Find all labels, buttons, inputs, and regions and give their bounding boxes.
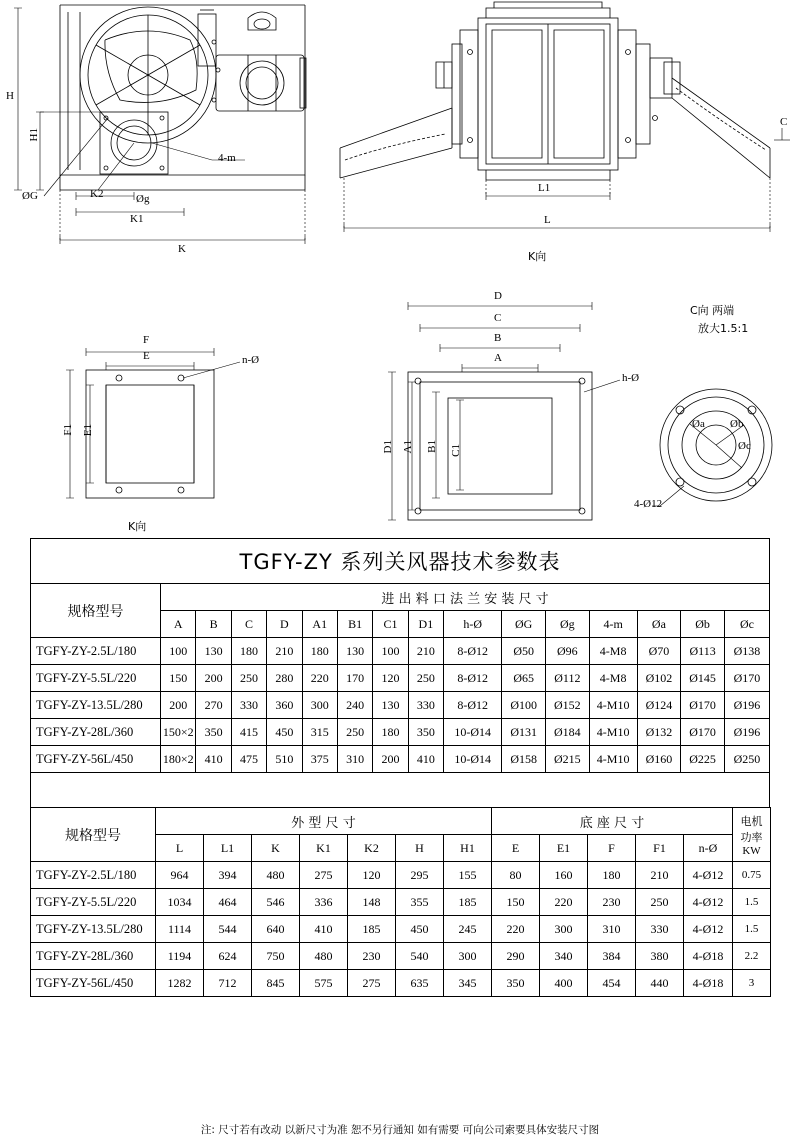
cell: 4-Ø12 bbox=[684, 916, 733, 943]
cell: 350 bbox=[492, 970, 540, 997]
cell: 330 bbox=[231, 692, 266, 719]
cell: 415 bbox=[231, 719, 266, 746]
cell: 250 bbox=[231, 665, 266, 692]
cell: 400 bbox=[540, 970, 588, 997]
cell: 546 bbox=[252, 889, 300, 916]
col-E: E bbox=[492, 835, 540, 862]
cell: 4-M10 bbox=[589, 746, 637, 773]
col-C: C bbox=[231, 611, 266, 638]
dim-label-E: E bbox=[143, 350, 150, 362]
dim-label-K2: K2 bbox=[90, 188, 104, 200]
table-row bbox=[31, 889, 771, 916]
col-OG: ØG bbox=[502, 611, 546, 638]
cell: 150×2 bbox=[161, 719, 196, 746]
dim-label-nO: n-Ø bbox=[242, 354, 260, 366]
cell: 345 bbox=[444, 970, 492, 997]
cell: 220 bbox=[302, 665, 337, 692]
cell: 180 bbox=[373, 719, 408, 746]
cell: 310 bbox=[337, 746, 372, 773]
dim-label-K: K bbox=[178, 243, 186, 255]
row-model: TGFY-ZY-13.5L/280 bbox=[31, 916, 156, 943]
cell: 350 bbox=[196, 719, 231, 746]
dimension-table bbox=[30, 807, 771, 997]
cell: 4-M10 bbox=[589, 692, 637, 719]
cell: 544 bbox=[204, 916, 252, 943]
col-K: K bbox=[252, 835, 300, 862]
dim-label-Oa: Øa bbox=[692, 418, 705, 430]
cell: 250 bbox=[636, 889, 684, 916]
outer-dim-header: 外 型 尺 寸 bbox=[156, 808, 492, 835]
motor-power-line2: 功率 bbox=[740, 831, 763, 844]
cell: Ø138 bbox=[724, 638, 769, 665]
table-title-row bbox=[31, 539, 770, 584]
dim-label-B1: B1 bbox=[426, 440, 438, 453]
cell: 712 bbox=[204, 970, 252, 997]
cell: Ø65 bbox=[502, 665, 546, 692]
cell: 200 bbox=[196, 665, 231, 692]
table-row bbox=[31, 692, 770, 719]
dim-label-H: H bbox=[6, 90, 14, 102]
dim-label-L: L bbox=[544, 214, 551, 226]
cell: 510 bbox=[267, 746, 302, 773]
row-model: TGFY-ZY-28L/360 bbox=[31, 719, 161, 746]
cell: 120 bbox=[348, 862, 396, 889]
col-C1: C1 bbox=[373, 611, 408, 638]
dim-label-F: F bbox=[143, 334, 150, 346]
row-model: TGFY-ZY-2.5L/180 bbox=[31, 862, 156, 889]
dim-label-D1: D1 bbox=[382, 440, 394, 454]
cell: Ø102 bbox=[637, 665, 681, 692]
cell: 210 bbox=[267, 638, 302, 665]
cell-power: 2.2 bbox=[733, 943, 771, 970]
cell: 8-Ø12 bbox=[444, 638, 502, 665]
cell: 464 bbox=[204, 889, 252, 916]
col-Og: Øg bbox=[546, 611, 590, 638]
cell: 300 bbox=[302, 692, 337, 719]
cell: 315 bbox=[302, 719, 337, 746]
cell: 10-Ø14 bbox=[444, 746, 502, 773]
cell: 340 bbox=[540, 943, 588, 970]
table-row bbox=[31, 862, 771, 889]
cell: 4-Ø18 bbox=[684, 970, 733, 997]
cell: 8-Ø12 bbox=[444, 665, 502, 692]
cell: 4-M8 bbox=[589, 665, 637, 692]
cell: Ø160 bbox=[637, 746, 681, 773]
cell: 4-Ø18 bbox=[684, 943, 733, 970]
col-B: B bbox=[196, 611, 231, 638]
cell: 295 bbox=[396, 862, 444, 889]
cell: 475 bbox=[231, 746, 266, 773]
cell: 1034 bbox=[156, 889, 204, 916]
cell: Ø70 bbox=[637, 638, 681, 665]
cell: 964 bbox=[156, 862, 204, 889]
cell: 410 bbox=[408, 746, 443, 773]
spacer-cell bbox=[31, 773, 770, 808]
detail-label-C-direction: C向 两端 bbox=[690, 304, 735, 317]
cell: 130 bbox=[196, 638, 231, 665]
cell: Ø100 bbox=[502, 692, 546, 719]
col-K2: K2 bbox=[348, 835, 396, 862]
cell: 180 bbox=[588, 862, 636, 889]
col-Oc: Øc bbox=[724, 611, 769, 638]
col-K1: K1 bbox=[300, 835, 348, 862]
row-model: TGFY-ZY-56L/450 bbox=[31, 746, 161, 773]
view-label-K-top: K向 bbox=[528, 250, 547, 263]
col-D1: D1 bbox=[408, 611, 443, 638]
dim-label-K1: K1 bbox=[130, 213, 144, 225]
cell: 130 bbox=[373, 692, 408, 719]
col-H1: H1 bbox=[444, 835, 492, 862]
col-h-hole: h-Ø bbox=[444, 611, 502, 638]
cell: 180×2 bbox=[161, 746, 196, 773]
cell: Ø158 bbox=[502, 746, 546, 773]
cell: 1282 bbox=[156, 970, 204, 997]
cell: Ø112 bbox=[546, 665, 590, 692]
row-model: TGFY-ZY-2.5L/180 bbox=[31, 638, 161, 665]
dim-label-C2: C bbox=[494, 312, 502, 324]
cell: 635 bbox=[396, 970, 444, 997]
cell: 575 bbox=[300, 970, 348, 997]
cell: 454 bbox=[588, 970, 636, 997]
col-4m: 4-m bbox=[589, 611, 637, 638]
col-A1: A1 bbox=[302, 611, 337, 638]
dim-label-A1: A1 bbox=[402, 440, 414, 454]
parameter-tables bbox=[30, 538, 770, 997]
col-F1: F1 bbox=[636, 835, 684, 862]
model-header-2: 规格型号 bbox=[31, 808, 156, 862]
cell: 210 bbox=[636, 862, 684, 889]
footer-note: 注: 尺寸若有改动 以新尺寸为准 恕不另行通知 如有需要 可向公司索要具体安装尺寸图 bbox=[200, 1124, 600, 1136]
cell: 845 bbox=[252, 970, 300, 997]
table-row bbox=[31, 746, 770, 773]
cell: 275 bbox=[300, 862, 348, 889]
cell: Ø196 bbox=[724, 692, 769, 719]
dim-label-Oc: Øc bbox=[738, 440, 751, 452]
cell: 170 bbox=[337, 665, 372, 692]
dim-label-4m: 4-m bbox=[218, 152, 236, 164]
col-D: D bbox=[267, 611, 302, 638]
cell: Ø184 bbox=[546, 719, 590, 746]
motor-power-line1: 电机 bbox=[740, 815, 763, 828]
cell: Ø196 bbox=[724, 719, 769, 746]
dim-label-C: C bbox=[780, 116, 788, 128]
dim-group-header-row bbox=[31, 808, 771, 835]
cell: Ø170 bbox=[724, 665, 769, 692]
cell: 185 bbox=[348, 916, 396, 943]
cell: Ø152 bbox=[546, 692, 590, 719]
dim-label-D: D bbox=[494, 290, 502, 302]
cell: Ø132 bbox=[637, 719, 681, 746]
cell: 480 bbox=[300, 943, 348, 970]
cell: 300 bbox=[444, 943, 492, 970]
cell: 394 bbox=[204, 862, 252, 889]
col-E1: E1 bbox=[540, 835, 588, 862]
cell: Ø113 bbox=[681, 638, 725, 665]
cell: 4-M8 bbox=[589, 638, 637, 665]
cell: 180 bbox=[302, 638, 337, 665]
cell-power: 0.75 bbox=[733, 862, 771, 889]
cell: 280 bbox=[267, 665, 302, 692]
cell-power: 3 bbox=[733, 970, 771, 997]
cell: Ø124 bbox=[637, 692, 681, 719]
cell: 360 bbox=[267, 692, 302, 719]
dim-label-E1: E1 bbox=[82, 424, 94, 437]
cell: 120 bbox=[373, 665, 408, 692]
motor-power-line3: KW bbox=[742, 844, 761, 857]
table-row bbox=[31, 916, 771, 943]
cell: Ø225 bbox=[681, 746, 725, 773]
col-n-hole: n-Ø bbox=[684, 835, 733, 862]
cell: 250 bbox=[408, 665, 443, 692]
cell: Ø50 bbox=[502, 638, 546, 665]
row-model: TGFY-ZY-28L/360 bbox=[31, 943, 156, 970]
cell: 210 bbox=[408, 638, 443, 665]
table-row bbox=[31, 719, 770, 746]
cell: 148 bbox=[348, 889, 396, 916]
dim-label-A: A bbox=[494, 352, 502, 364]
cell: 440 bbox=[636, 970, 684, 997]
cell: 200 bbox=[373, 746, 408, 773]
table-row bbox=[31, 970, 771, 997]
motor-power-header bbox=[733, 808, 771, 862]
cell: 350 bbox=[408, 719, 443, 746]
technical-drawing bbox=[0, 0, 800, 540]
cell: 330 bbox=[636, 916, 684, 943]
cell: 230 bbox=[588, 889, 636, 916]
cell: 380 bbox=[636, 943, 684, 970]
col-Ob: Øb bbox=[681, 611, 725, 638]
cell: Ø96 bbox=[546, 638, 590, 665]
cell: 410 bbox=[196, 746, 231, 773]
cell: 220 bbox=[492, 916, 540, 943]
detail-label-scale: 放大1.5:1 bbox=[698, 322, 749, 335]
dim-label-OG: ØG bbox=[22, 190, 38, 202]
cell: 4-Ø12 bbox=[684, 862, 733, 889]
cell: 624 bbox=[204, 943, 252, 970]
col-B1: B1 bbox=[337, 611, 372, 638]
cell: 375 bbox=[302, 746, 337, 773]
cell: 640 bbox=[252, 916, 300, 943]
cell: 150 bbox=[492, 889, 540, 916]
dim-label-Og: Øg bbox=[136, 193, 150, 205]
cell: Ø145 bbox=[681, 665, 725, 692]
cell: 100 bbox=[161, 638, 196, 665]
cell: 200 bbox=[161, 692, 196, 719]
cell: 4-Ø12 bbox=[684, 889, 733, 916]
cell-power: 1.5 bbox=[733, 916, 771, 943]
cell: 336 bbox=[300, 889, 348, 916]
cell: 130 bbox=[337, 638, 372, 665]
dim-label-L1: L1 bbox=[538, 182, 551, 194]
cell: 310 bbox=[588, 916, 636, 943]
cell: 275 bbox=[348, 970, 396, 997]
cell: 150 bbox=[161, 665, 196, 692]
cell: 80 bbox=[492, 862, 540, 889]
col-F: F bbox=[588, 835, 636, 862]
dim-label-H1: H1 bbox=[28, 128, 40, 142]
view-label-K-bottom: K向 bbox=[128, 520, 147, 533]
table-group-header-row bbox=[31, 584, 770, 611]
cell: 330 bbox=[408, 692, 443, 719]
cell: 220 bbox=[540, 889, 588, 916]
cell: Ø170 bbox=[681, 719, 725, 746]
flange-group-header: 进 出 料 口 法 兰 安 装 尺 寸 bbox=[161, 584, 770, 611]
cell: Ø250 bbox=[724, 746, 769, 773]
cell: 410 bbox=[300, 916, 348, 943]
cell: 450 bbox=[267, 719, 302, 746]
cell: 100 bbox=[373, 638, 408, 665]
cell: 245 bbox=[444, 916, 492, 943]
table-row bbox=[31, 638, 770, 665]
cell: 1114 bbox=[156, 916, 204, 943]
cell: Ø215 bbox=[546, 746, 590, 773]
dim-label-B: B bbox=[494, 332, 502, 344]
cell: 450 bbox=[396, 916, 444, 943]
cell: 180 bbox=[231, 638, 266, 665]
base-dim-header: 底 座 尺 寸 bbox=[492, 808, 733, 835]
table-spacer-row bbox=[31, 773, 770, 808]
cell: 250 bbox=[337, 719, 372, 746]
cell: 10-Ø14 bbox=[444, 719, 502, 746]
cell: 750 bbox=[252, 943, 300, 970]
cell: 1194 bbox=[156, 943, 204, 970]
dim-label-Ob: Øb bbox=[730, 418, 744, 430]
col-H: H bbox=[396, 835, 444, 862]
cell: 270 bbox=[196, 692, 231, 719]
cell: 4-M10 bbox=[589, 719, 637, 746]
row-model: TGFY-ZY-5.5L/220 bbox=[31, 665, 161, 692]
row-model: TGFY-ZY-5.5L/220 bbox=[31, 889, 156, 916]
drawing-svg bbox=[0, 0, 800, 540]
cell: Ø131 bbox=[502, 719, 546, 746]
row-model: TGFY-ZY-13.5L/280 bbox=[31, 692, 161, 719]
cell: 480 bbox=[252, 862, 300, 889]
col-L: L bbox=[156, 835, 204, 862]
cell: 240 bbox=[337, 692, 372, 719]
cell: 230 bbox=[348, 943, 396, 970]
col-A: A bbox=[161, 611, 196, 638]
model-header: 规格型号 bbox=[31, 584, 161, 638]
col-L1: L1 bbox=[204, 835, 252, 862]
cell: 540 bbox=[396, 943, 444, 970]
cell: 160 bbox=[540, 862, 588, 889]
spec-table bbox=[30, 538, 770, 808]
cell: 8-Ø12 bbox=[444, 692, 502, 719]
cell: 155 bbox=[444, 862, 492, 889]
cell-power: 1.5 bbox=[733, 889, 771, 916]
table-row bbox=[31, 943, 771, 970]
dim-label-hO: h-Ø bbox=[622, 372, 640, 384]
cell: 384 bbox=[588, 943, 636, 970]
cell: 290 bbox=[492, 943, 540, 970]
cell: Ø170 bbox=[681, 692, 725, 719]
cell: 355 bbox=[396, 889, 444, 916]
cell: 300 bbox=[540, 916, 588, 943]
table-title: TGFY-ZY 系列关风器技术参数表 bbox=[31, 539, 770, 584]
dim-label-4-O12: 4-Ø12 bbox=[634, 498, 663, 510]
dim-label-F1: F1 bbox=[62, 424, 74, 436]
cell: 185 bbox=[444, 889, 492, 916]
col-Oa: Øa bbox=[637, 611, 681, 638]
dim-label-C1: C1 bbox=[450, 444, 462, 457]
table-row bbox=[31, 665, 770, 692]
row-model: TGFY-ZY-56L/450 bbox=[31, 970, 156, 997]
